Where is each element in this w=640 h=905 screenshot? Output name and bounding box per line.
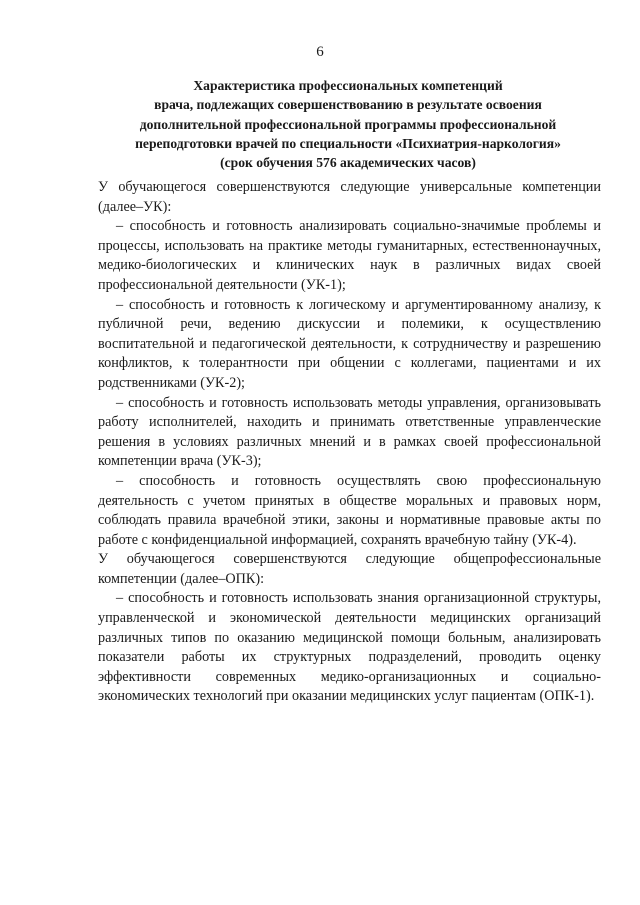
title-line: врача, подлежащих совершенствованию в результате освоения — [154, 97, 542, 113]
section-title — [98, 76, 598, 172]
title-line: дополнительной профессиональной программы профессиональной — [139, 116, 557, 132]
opk-item-1: – способность и готовность использовать знания организационной структуры, управленческой и экономической деятельности медицинских организаций различных типов по оказанию медицинской помощи больным, анализировать показатели работы их структурных подразделений, проводить оценку эффективности современных медико-организационных и социально-экономических технологий при оказании медицинских услуг пациентам (ОПК-1). — [98, 590, 601, 705]
uk-intro-paragraph: У обучающегося совершенствуются следующие универсальные компетенции (далее–УК): — [98, 179, 601, 215]
title-line: Характеристика профессиональных компетенций — [193, 78, 503, 93]
page-number: 6 — [316, 44, 324, 60]
uk-item-3: – способность и готовность использовать методы управления, организовывать работу исполнителей, находить и принимать ответственные управленческие решения в условиях различных мнений и в рамках своей профессиональной компетенции врача (УК-3); — [98, 394, 601, 470]
uk-item-4: – способность и готовность осуществлять свою профессиональную деятельность с учетом принятых в обществе моральных и правовых норм, соблюдать правила врачебной этики, законы и нормативные правовые акты по работе с конфиденциальной информацией, сохранять врачебную тайну (УК-4). — [98, 472, 601, 548]
opk-intro-paragraph: У обучающегося совершенствуются следующие общепрофессиональные компетенции (далее–ОПК): — [98, 551, 601, 587]
title-line: (срок обучения 576 академических часов) — [220, 155, 476, 171]
document-body — [98, 178, 601, 707]
uk-item-1: – способность и готовность анализировать социально-значимые проблемы и процессы, использовать на практике методы гуманитарных, естественнонаучных, медико-биологических и клинических наук в различных видах своей профессиональной деятельности (УК-1); — [98, 218, 601, 293]
title-line: переподготовки врачей по специальности «Психиатрия-наркология» — [135, 135, 561, 151]
uk-item-2: – способность и готовность к логическому и аргументированному анализу, к публичной речи, ведению дискуссии и полемики, к осуществлению воспитательной и педагогической деятельности, к сотрудничеству и разрешению конфликтов, к толерантности при общении с коллегами, пациентами и их родственниками (УК-2); — [98, 296, 601, 391]
